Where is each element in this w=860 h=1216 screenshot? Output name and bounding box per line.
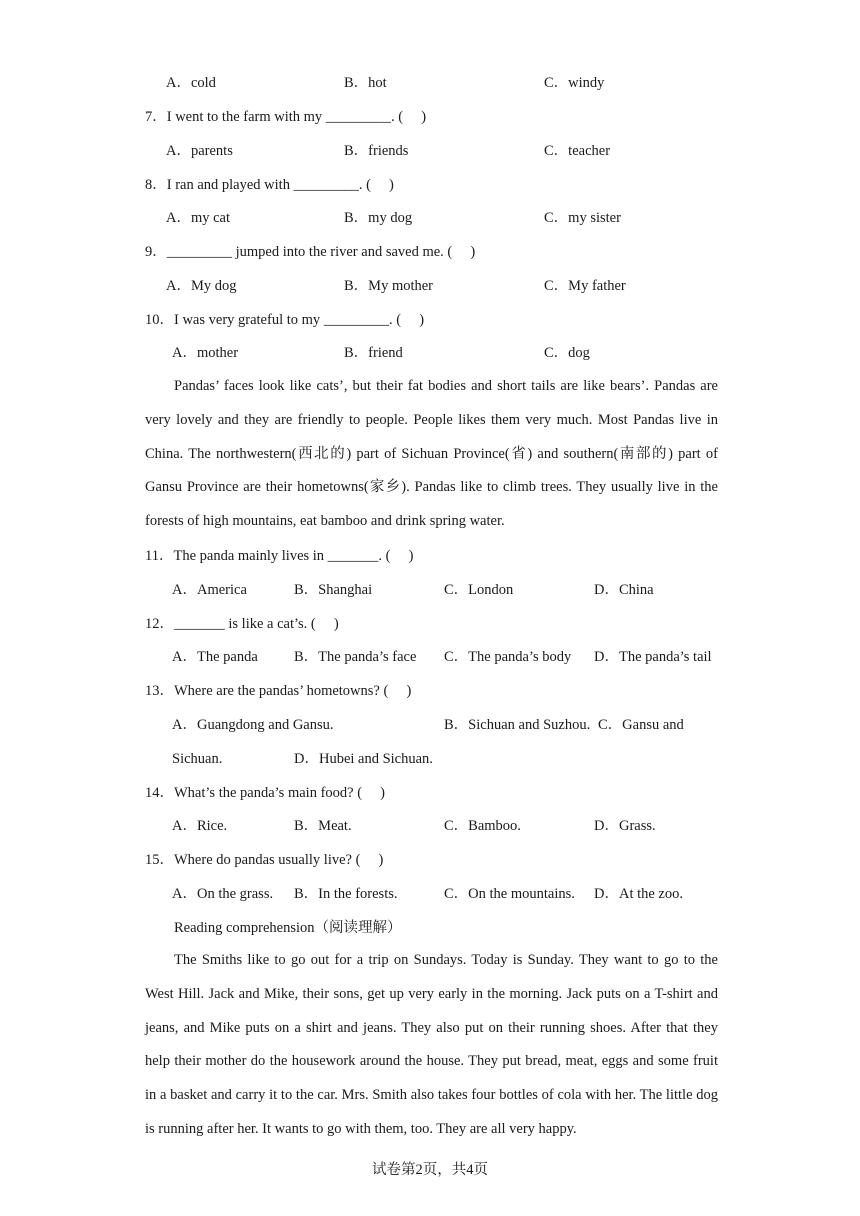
q14-option-d: D．Grass. [594, 818, 656, 834]
section-title: Reading comprehension（阅读理解） [174, 920, 402, 936]
q13-option-b: B．Sichuan and Suzhou. [444, 717, 591, 733]
q11-stem: 11．The panda mainly lives in _______. ( ) [145, 548, 414, 564]
q6-option-c: C．windy [544, 75, 605, 91]
q12-option-a: A．The panda [172, 649, 258, 665]
q11-option-b: B．Shanghai [294, 582, 373, 598]
q9-stem: 9．_________ jumped into the river and saved me. ( ) [145, 244, 476, 260]
q10-option-c: C．dog [544, 345, 590, 361]
q15-option-d: D．At the zoo. [594, 886, 683, 902]
q8-stem: 8．I ran and played with _________. ( ) [145, 177, 394, 193]
q15-option-b: B．In the forests. [294, 886, 398, 902]
q9-option-b: B．My mother [344, 278, 434, 294]
q12-option-b: B．The panda’s face [294, 649, 417, 665]
q13-option-c-cont: Sichuan. [172, 751, 223, 767]
q7-option-a: A．parents [166, 143, 233, 159]
page-footer: 试卷第2页，共4页 [372, 1162, 488, 1178]
q11-option-c: C．London [444, 582, 514, 598]
q6-option-a: A．cold [166, 75, 216, 91]
q11-option-a: A．America [172, 582, 247, 598]
q14-stem: 14．What’s the panda’s main food? ( ) [145, 785, 385, 801]
q10-option-a: A．mother [172, 345, 239, 361]
q11-option-d: D．China [594, 582, 654, 598]
passage-smiths: The Smiths like to go out for a trip on Sundays. Today is Sunday. They want to go to the West Hill. Jack and Mike, their sons, get up very early in the morning. Jack puts on a T-shirt and jeans, and Mike puts on a shirt and jeans. They also put on their running shoes. After that they help their mother do the housework around the house. They put bread, meat, eggs and some fruit in a basket and carry it to the car. Mrs. Smith also takes four bottles of cola with her. The little dog is running after her. It wants to go with them, too. They are all very happy. [145, 952, 718, 1137]
q10-option-b: B．friend [344, 345, 403, 361]
q15-option-c: C．On the mountains. [444, 886, 575, 902]
q7-stem: 7．I went to the farm with my _________. ( ) [145, 109, 427, 125]
q14-option-a: A．Rice. [172, 818, 228, 834]
q14-option-b: B．Meat. [294, 818, 352, 834]
q6-option-b: B．hot [344, 75, 387, 91]
q10-stem: 10．I was very grateful to my _________. ( ) [145, 312, 425, 328]
passage-pandas: Pandas’ faces look like cats’, but their fat bodies and short tails are like bears’. Pandas are very lovely and they are friendly to people. People likes them very much. Most Pandas live in China. The northwestern(西北的) part of Sichuan Province(省) and southern(南部的) part of Gansu Province are their hometowns(家乡). Pandas like to climb trees. They usually live in the forests of high mountains, eat bamboo and drink spring water. [145, 378, 718, 530]
q15-option-a: A．On the grass. [172, 886, 274, 902]
q13-option-a: A．Guangdong and Gansu. [172, 717, 334, 733]
q7-option-b: B．friends [344, 143, 409, 159]
q8-option-b: B．my dog [344, 210, 413, 226]
q15-stem: 15．Where do pandas usually live? ( ) [145, 852, 384, 868]
q12-option-c: C．The panda’s body [444, 649, 572, 665]
q13-option-c: C．Gansu and [598, 717, 684, 733]
q12-stem: 12．_______ is like a cat’s. ( ) [145, 616, 339, 632]
q8-option-a: A．my cat [166, 210, 231, 226]
q9-option-c: C．My father [544, 278, 626, 294]
q14-option-c: C．Bamboo. [444, 818, 521, 834]
q13-option-d: D．Hubei and Sichuan. [294, 751, 433, 767]
q9-option-a: A．My dog [166, 278, 237, 294]
q13-stem: 13．Where are the pandas’ hometowns? ( ) [145, 683, 412, 699]
q7-option-c: C．teacher [544, 143, 611, 159]
q12-option-d: D．The panda’s tail [594, 649, 712, 665]
q8-option-c: C．my sister [544, 210, 621, 226]
